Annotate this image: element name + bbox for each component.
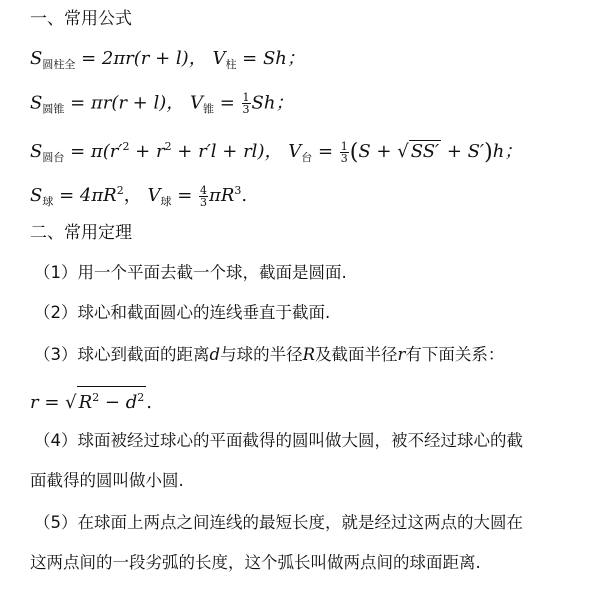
theorem-4-line-2: 面截得的圆叫做小圆. [30, 471, 184, 490]
radical-ss: SS′ [410, 141, 440, 162]
fraction-four-thirds: $\frac{4}{3}$ [200, 183, 208, 209]
theorem-5-line-2: 这两点间的一段劣弧的长度，这个弧长叫做两点间的球面距离. [30, 553, 481, 572]
radical-r-d: $R^2 - d^2$ [77, 386, 147, 414]
theorem-5-line-1: （5）在球面上两点之间连线的最短长度，就是经过这两点的大圆在 [34, 513, 523, 532]
section-title-formulas: 一、常用公式 [30, 9, 132, 29]
fraction-one-third: $\frac{1}{3}$ [242, 91, 250, 116]
section-title-theorems: 二、常用定理 [30, 223, 132, 243]
formula-section-radius: r = √ $R^2 - d^2$ . [30, 386, 152, 414]
formula-frustum: $S_{圆台} = \pi(r'^2 + r^2 + r'l + rl)$， $V_台$ = $\frac{1}{3}$ (S + √ SS′ + S′)h； [30, 139, 523, 165]
formula-cylinder: $S_{圆柱全} = 2\pi r(r + l)$， $V_柱 = Sh$； [30, 48, 305, 71]
theorem-1: （1）用一个平面去截一个球，截面是圆面. [34, 263, 347, 282]
formula-cone: $S_{圆锥} = \pi r(r + l)$， $V_锥$ = $\frac{1}{3}$ Sh； [30, 91, 294, 116]
theorem-3: （3）球心到截面的距离d与球的半径R及截面半径r有下面关系： [34, 345, 505, 364]
theorem-2: （2）球心和截面圆心的连线垂直于截面. [34, 303, 331, 322]
fraction-one-third: $\frac{1}{3}$ [340, 139, 348, 165]
theorem-4-line-1: （4）球面被经过球心的平面截得的圆叫做大圆，被不经过球心的截 [34, 431, 523, 450]
formula-sphere: $S_球 = 4\pi R^2$， $V_球$ = $\frac{4}{3}$ $\pi R^3$. [30, 183, 248, 209]
